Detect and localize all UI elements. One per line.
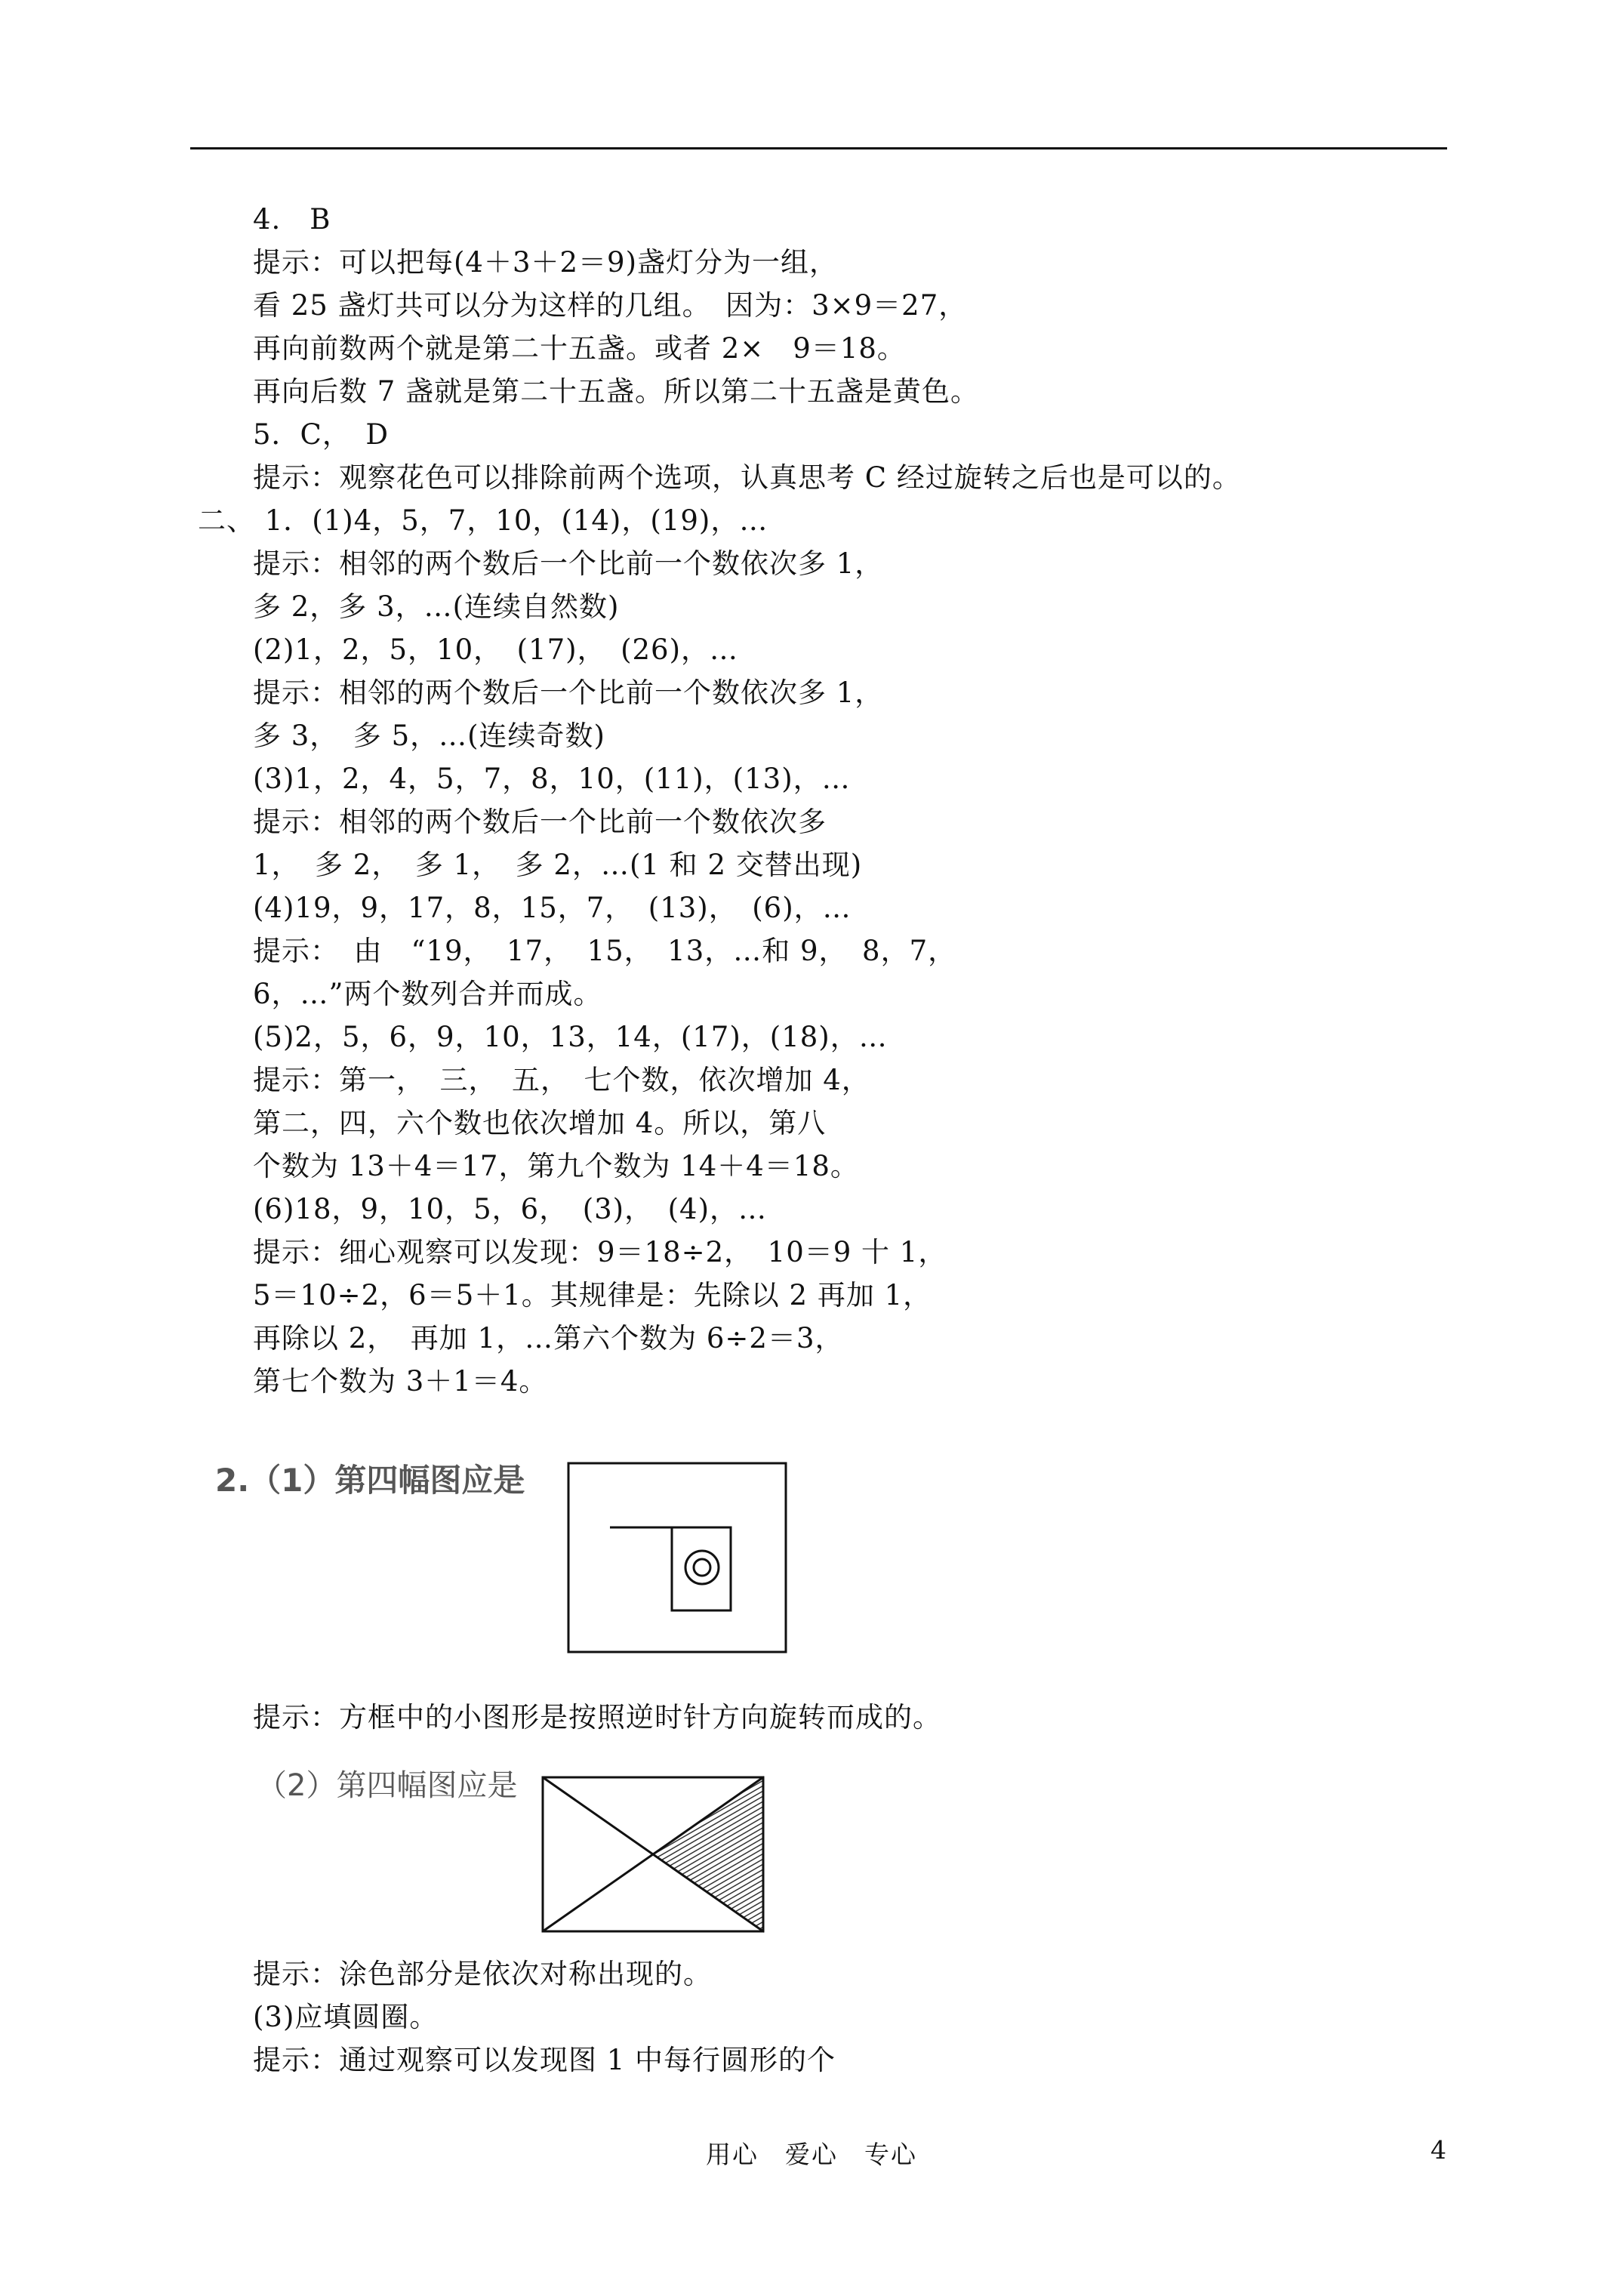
sequence-line: (5)2，5，6，9，10，13，14，(17)，(18)，… xyxy=(253,1021,888,1053)
figure1-frame xyxy=(568,1463,786,1652)
answer-5: 5．C， D xyxy=(253,418,390,451)
hint-line: 1， 多 2， 多 1， 多 2，…(1 和 2 交替出现) xyxy=(253,849,863,881)
hint-line: 多 2，多 3，…(连续自然数) xyxy=(253,590,620,623)
hint-line: 第二，四，六个数也依次增加 4。所以，第八 xyxy=(253,1107,827,1139)
hint-line: 5＝10÷2，6＝5＋1。其规律是：先除以 2 再加 1， xyxy=(253,1279,932,1311)
figure2-shaded-triangle xyxy=(653,1777,763,1931)
figure1-outer-circle xyxy=(685,1551,719,1584)
section-2-heading: 二、 1．(1)4，5，7，10，(14)，(19)，… xyxy=(198,504,768,537)
hint-line: 多 3， 多 5，…(连续奇数) xyxy=(253,720,605,752)
answer-4: 4. B xyxy=(253,203,331,236)
hint-line: 再向前数两个就是第二十五盏。或者 2× 9＝18。 xyxy=(253,332,906,365)
figure2-hint: 提示：涂色部分是依次对称出现的。 xyxy=(253,1958,712,1990)
hint-line: 提示：相邻的两个数后一个比前一个数依次多 1， xyxy=(253,676,884,709)
hint-line: 提示：相邻的两个数后一个比前一个数依次多 1， xyxy=(253,547,884,580)
answer-3: (3)应填圆圈。 xyxy=(253,2001,439,2033)
header-rule xyxy=(190,147,1447,149)
hint-line: 第七个数为 3＋1＝4。 xyxy=(253,1365,548,1398)
figure2-drawing xyxy=(532,1767,774,1940)
footer-motto: 用心 爱心 专心 xyxy=(706,2140,917,2169)
sequence-line: (6)18，9，10，5，6， (3)， (4)，… xyxy=(253,1193,768,1225)
hint-line: 提示：相邻的两个数后一个比前一个数依次多 xyxy=(253,806,827,838)
hint-line: 个数为 13＋4＝17，第九个数为 14＋4＝18。 xyxy=(253,1150,859,1182)
hint-line: 提示： 由 “19， 17， 15， 13，…和 9， 8，7， xyxy=(253,935,957,967)
sequence-line: (3)1，2，4，5，7，8，10，(11)，(13)，… xyxy=(253,763,851,795)
hint-line: 提示：细心观察可以发现：9＝18÷2， 10＝9 十 1， xyxy=(253,1236,947,1268)
figure1-inner-shape xyxy=(610,1527,731,1610)
figure1-inner-circle xyxy=(694,1559,710,1576)
page-number: 4 xyxy=(1431,2135,1446,2165)
hint-line: 提示：通过观察可以发现图 1 中每行圆形的个 xyxy=(253,2044,836,2076)
sequence-line: (2)1，2，5，10， (17)， (26)，… xyxy=(253,633,739,666)
hint-line: 6，…”两个数列合并而成。 xyxy=(253,978,602,1010)
hint-line: 提示：第一， 三， 五， 七个数，依次增加 4， xyxy=(253,1064,870,1096)
hint-line: 看 25 盏灯共可以分为这样的几组。 因为：3×9＝27， xyxy=(253,289,968,322)
sequence-line: (4)19，9，17，8，15，7， (13)， (6)，… xyxy=(253,892,852,924)
figure1-drawing xyxy=(566,1461,793,1657)
hint-line: 再向后数 7 盏就是第二十五盏。所以第二十五盏是黄色。 xyxy=(253,375,980,408)
hint-line: 提示：观察花色可以排除前两个选项，认真思考 C 经过旋转之后也是可以的。 xyxy=(253,461,1241,494)
hint-line: 再除以 2， 再加 1，…第六个数为 6÷2＝3， xyxy=(253,1322,844,1354)
figure1-heading: 2.（1）第四幅图应是 xyxy=(215,1462,525,1499)
figure2-heading: （2）第四幅图应是 xyxy=(257,1768,518,1803)
figure1-hint: 提示：方框中的小图形是按照逆时针方向旋转而成的。 xyxy=(253,1701,941,1734)
hint-line: 提示：可以把每(4＋3＋2＝9)盏灯分为一组， xyxy=(253,246,839,279)
